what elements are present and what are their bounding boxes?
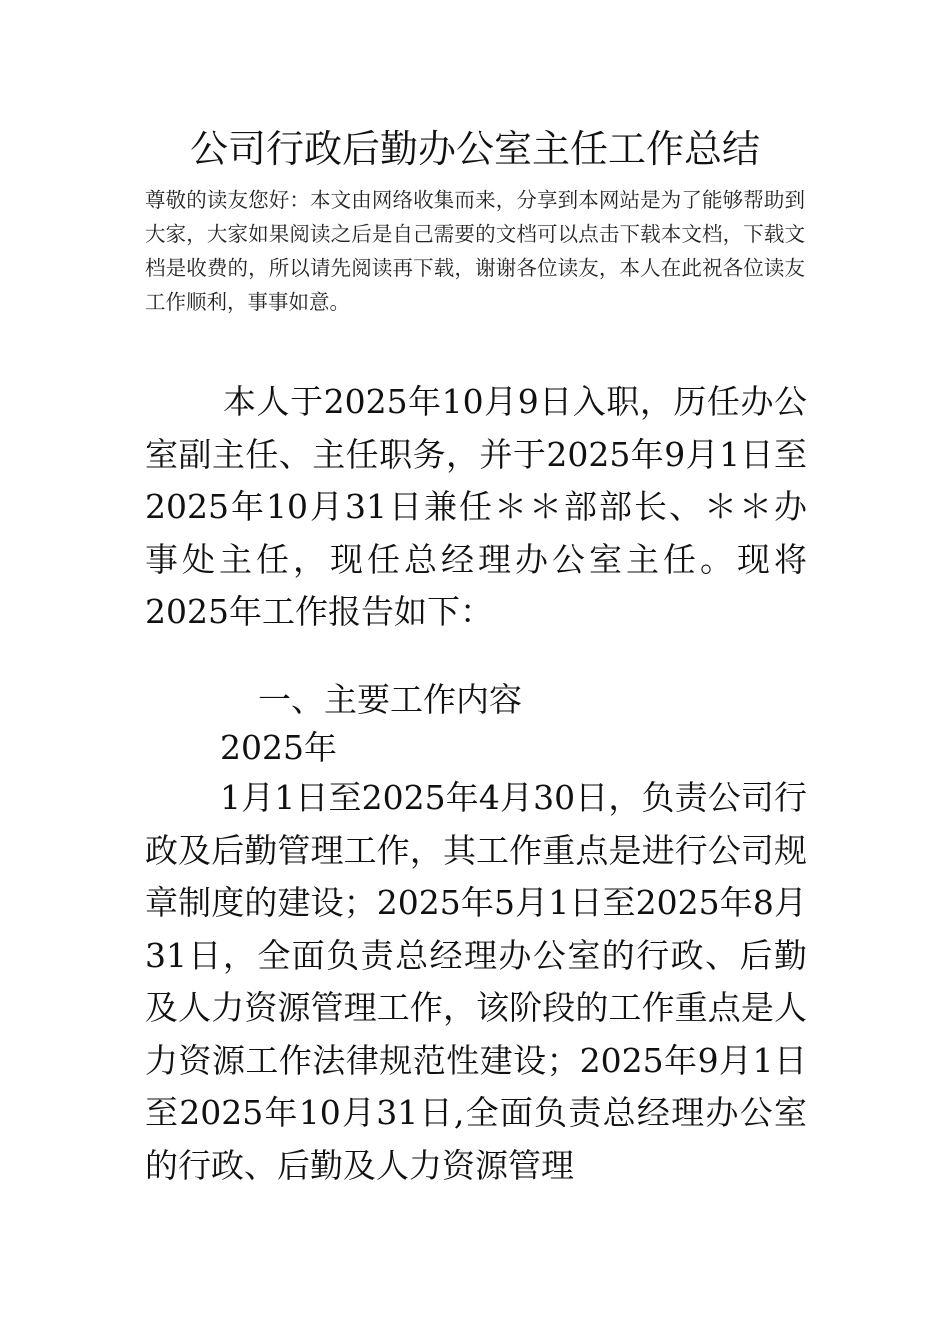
document-title: 公司行政后勤办公室主任工作总结 — [189, 127, 760, 171]
work-paragraph: 1月1日至2025年4月30日，负责公司行政及后勤管理工作，其工作重点是进行公司规章制度的建设；2025年5月1日至2025年8月31日，全面负责总经理办公室的行政、后勤及人力资源管理工作，该阶段的工作重点是人力资源工作法律规范性建设；2025年9月1日至2025年10月31日,全面负责总经理办公室的行政、后勤及人力资源管理 — [145, 778, 807, 1185]
intro-paragraph: 本人于2025年10月9日入职，历任办公室副主任、主任职务，并于2025年9月1日至2025年10月31日兼任＊＊部部长、＊＊办事处主任，现任总经理办公室主任。现将2025年工作报告如下： — [145, 382, 807, 631]
section-heading: 一、主要工作内容 — [258, 680, 522, 719]
reader-notice: 尊敬的读友您好：本文由网络收集而来，分享到本网站是为了能够帮助到大家，大家如果阅读之后是自己需要的文档可以点击下载本文档，下载文档是收费的，所以请先阅读再下载，谢谢各位读友，本人在此祝各位读友工作顺利，事事如意。 — [145, 188, 805, 314]
year-label: 2025年 — [220, 728, 337, 767]
